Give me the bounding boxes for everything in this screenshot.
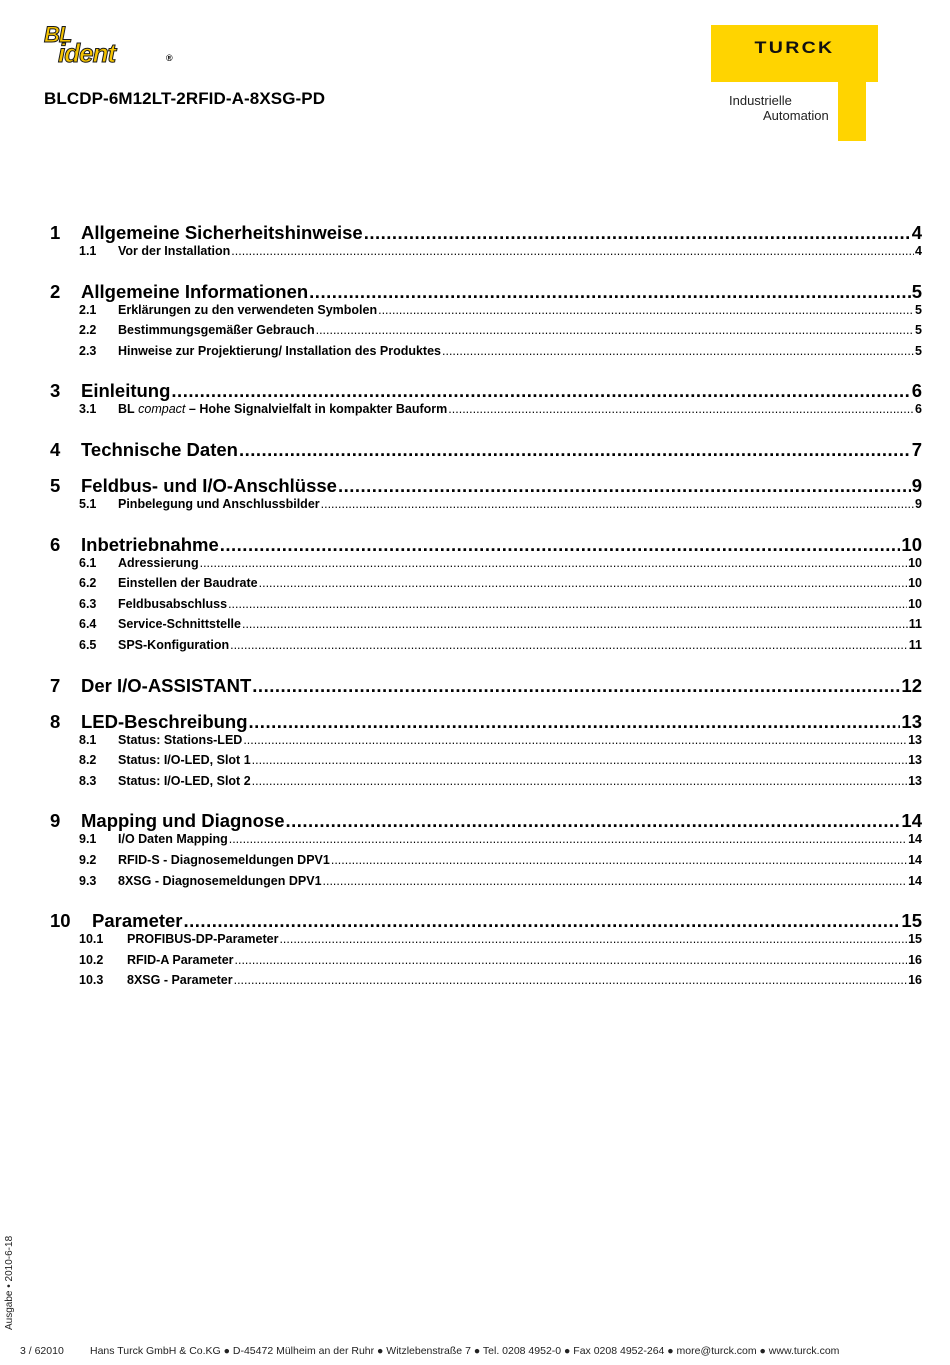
toc-num: 9.1 [79,832,97,847]
toc-title: RFID-A Parameter [127,952,234,967]
toc-page: 14 [908,873,922,888]
toc-title-part-a: BL [118,402,135,417]
logo-ident-text: ident [58,38,116,68]
toc-page: 15 [908,932,922,947]
toc-leader [252,774,907,788]
toc-title: SPS-Konfiguration [118,637,230,652]
toc-chapter-10[interactable] [50,910,922,932]
toc-num: 8.3 [79,773,97,788]
toc-page: 7 [911,438,922,460]
toc-page: 14 [908,852,922,867]
toc-chapter-9[interactable] [50,810,922,832]
toc-title [118,402,447,416]
toc-title: PROFIBUS-DP-Parameter [127,932,279,947]
toc-leader [235,953,908,967]
toc-num: 2.2 [79,323,97,338]
toc-num: 6 [50,533,61,555]
toc-chapter-4[interactable] [50,439,922,461]
toc-title: 8XSG - Diagnosemeldungen DPV1 [118,873,322,888]
toc-leader [323,874,908,888]
turck-tagline-1: Industrielle [729,93,792,108]
toc-leader [239,439,911,461]
toc-page: 10 [908,576,922,591]
toc-leader [259,576,907,590]
toc-section-5-1[interactable] [79,497,922,518]
toc-page: 16 [908,973,922,988]
toc-page: 10 [908,596,922,611]
turck-logo-text: TURCK [754,38,835,57]
toc-title: Erklärungen zu den verwendeten Symbolen [118,302,378,317]
toc-page: 14 [908,832,922,847]
toc-title: Hinweise zur Projektierung/ Installation des Produktes [118,343,441,358]
toc-page: 13 [908,773,922,788]
toc-section-6-5[interactable] [79,638,922,659]
toc-page: 13 [908,753,922,768]
toc-leader [442,344,914,358]
toc-title: Status: Stations-LED [118,732,243,747]
toc-section-2-2[interactable] [79,323,922,344]
toc-leader [448,402,914,416]
footer-page-number: 3 / 62010 [20,1345,64,1357]
toc-page: 16 [908,952,922,967]
toc-leader [230,638,908,652]
toc-leader [234,973,907,987]
toc-leader [364,222,911,244]
toc-title: Einstellen der Baudrate [118,576,258,591]
toc-num: 5 [50,474,61,496]
toc-section-2-1[interactable] [79,303,922,324]
toc-title: Allgemeine Sicherheitshinweise [81,222,363,243]
toc-title: Der I/O-ASSISTANT [81,674,252,696]
toc-num: 8 [50,710,61,732]
toc-section-6-3[interactable] [79,597,922,618]
toc-num: 9.3 [79,873,97,888]
toc-page: 6 [915,402,922,417]
toc-leader [228,597,907,611]
toc-title-part-b: – Hohe Signalvielfalt in kompakter Bauform [188,402,448,417]
toc-title: LED-Beschreibung [81,710,248,732]
toc-chapter-1[interactable] [50,222,922,244]
footer-address: Hans Turck GmbH & Co.KG ● D-45472 Mülheim an der Ruhr ● Witzlebenstraße 7 ● Tel. 0208 4952-0 ● Fax 0208 4952-264 ● more@turck.com ● www.turck.com [90,1345,840,1357]
toc-leader [279,932,907,946]
toc-leader [243,733,907,747]
toc-title: Allgemeine Informationen [81,280,309,302]
toc-leader [252,753,907,767]
toc-num: 10 [50,910,71,932]
toc-num: 6.2 [79,576,97,591]
toc-section-3-1[interactable] [79,402,922,423]
toc-section-9-3[interactable] [79,874,922,895]
toc-leader [338,475,911,497]
toc-num: 9.2 [79,852,97,867]
toc-page: 5 [915,343,922,358]
toc-num: 9 [50,810,61,832]
toc-leader [252,675,900,697]
toc-num: 2.1 [79,302,97,317]
toc-title: Feldbus- und I/O-Anschlüsse [81,474,337,496]
toc-page: 10 [908,555,922,570]
toc-num: 4 [50,438,61,460]
toc-title-italic: compact [138,402,186,417]
toc-section-8-2[interactable] [79,753,922,774]
toc-title: Einleitung [81,380,171,402]
toc-page: 5 [911,280,922,302]
toc-num: 6.3 [79,596,97,611]
toc-leader [321,497,914,511]
toc-title: Inbetriebnahme [81,533,219,555]
toc-title: RFID-S - Diagnosemeldungen DPV1 [118,852,330,867]
toc-leader [171,380,910,402]
toc-leader [331,853,907,867]
toc-title: Vor der Installation [118,244,231,258]
toc-leader [378,303,914,317]
toc-page: 4 [911,222,922,243]
toc-num: 10.2 [79,952,104,967]
toc-title: Adressierung [118,555,199,570]
toc-page: 6 [911,380,922,402]
toc-chapter-5[interactable] [50,475,922,497]
toc-num: 3.1 [79,402,97,417]
toc-section-10-1[interactable] [79,932,922,953]
toc-chapter-6[interactable] [50,534,922,556]
toc-section-6-1[interactable] [79,556,922,577]
toc-leader [200,556,908,570]
toc-num: 2.3 [79,343,97,358]
toc-title: Status: I/O-LED, Slot 2 [118,773,251,788]
toc-num: 8.2 [79,753,97,768]
toc-title: Technische Daten [81,438,238,460]
logo-registered-mark: ® [166,53,173,63]
toc-title: Bestimmungsgemäßer Gebrauch [118,323,315,338]
toc-num: 2 [50,280,61,302]
toc-title: Status: I/O-LED, Slot 1 [118,753,251,768]
toc-leader [316,323,914,337]
toc-page: 5 [915,302,922,317]
toc-page: 13 [908,732,922,747]
toc-num: 6.5 [79,637,97,652]
toc-page: 9 [915,496,922,511]
toc-title: Feldbusabschluss [118,596,228,611]
toc-leader [231,244,914,258]
toc-page: 9 [911,474,922,496]
toc-num: 5.1 [79,496,97,511]
toc-leader [309,281,911,303]
toc-title: I/O Daten Mapping [118,832,228,847]
edition-date: Ausgabe • 2010-6-18 [4,1235,15,1330]
toc-num: 1.1 [79,244,97,258]
toc-num: 10.3 [79,973,104,988]
toc-section-6-4[interactable] [79,617,922,638]
toc-leader [220,534,901,556]
toc-num: 6.4 [79,617,97,632]
toc-leader [286,810,901,832]
toc-chapter-7[interactable] [50,675,922,697]
product-title: BLCDP-6M12LT-2RFID-A-8XSG-PD [44,89,326,108]
toc-num: 6.1 [79,555,97,570]
toc-leader [184,910,901,932]
toc-num: 8.1 [79,732,97,747]
logo-bl-text: BL [44,22,72,47]
toc-num: 1 [50,222,61,243]
toc-page: 11 [908,637,922,652]
toc-section-10-2[interactable] [79,953,922,974]
toc-section-9-2[interactable] [79,853,922,874]
toc-page: 15 [901,910,922,932]
toc-title: 8XSG - Parameter [127,973,233,988]
toc-chapter-8[interactable] [50,711,922,733]
toc-section-8-3[interactable] [79,774,922,795]
toc-section-9-1[interactable] [79,832,922,853]
toc-title: Parameter [92,910,183,932]
toc-page: 11 [908,617,922,632]
toc-section-10-3[interactable] [79,973,922,994]
toc-title: Pinbelegung und Anschlussbilder [118,496,320,511]
toc-title: Mapping und Diagnose [81,810,285,832]
toc-leader [229,832,907,846]
toc-page: 14 [901,810,922,832]
blident-logo [44,22,173,68]
toc-section-2-3[interactable] [79,344,922,365]
toc-page: 5 [915,323,922,338]
toc-section-8-1[interactable] [79,733,922,754]
turck-tagline-2: Automation [763,108,829,123]
toc-chapter-2[interactable] [50,281,922,303]
toc-num: 7 [50,674,61,696]
toc-num: 3 [50,380,61,402]
table-of-contents [50,222,922,994]
toc-page: 12 [901,674,922,696]
toc-section-6-2[interactable] [79,576,922,597]
toc-leader [242,617,908,631]
toc-page: 4 [915,244,922,258]
toc-chapter-3[interactable] [50,380,922,402]
toc-num: 10.1 [79,932,104,947]
toc-page: 10 [901,533,922,555]
toc-leader [249,711,901,733]
toc-page: 13 [901,710,922,732]
toc-section-1-1[interactable] [79,244,922,265]
toc-title: Service-Schnittstelle [118,617,241,632]
